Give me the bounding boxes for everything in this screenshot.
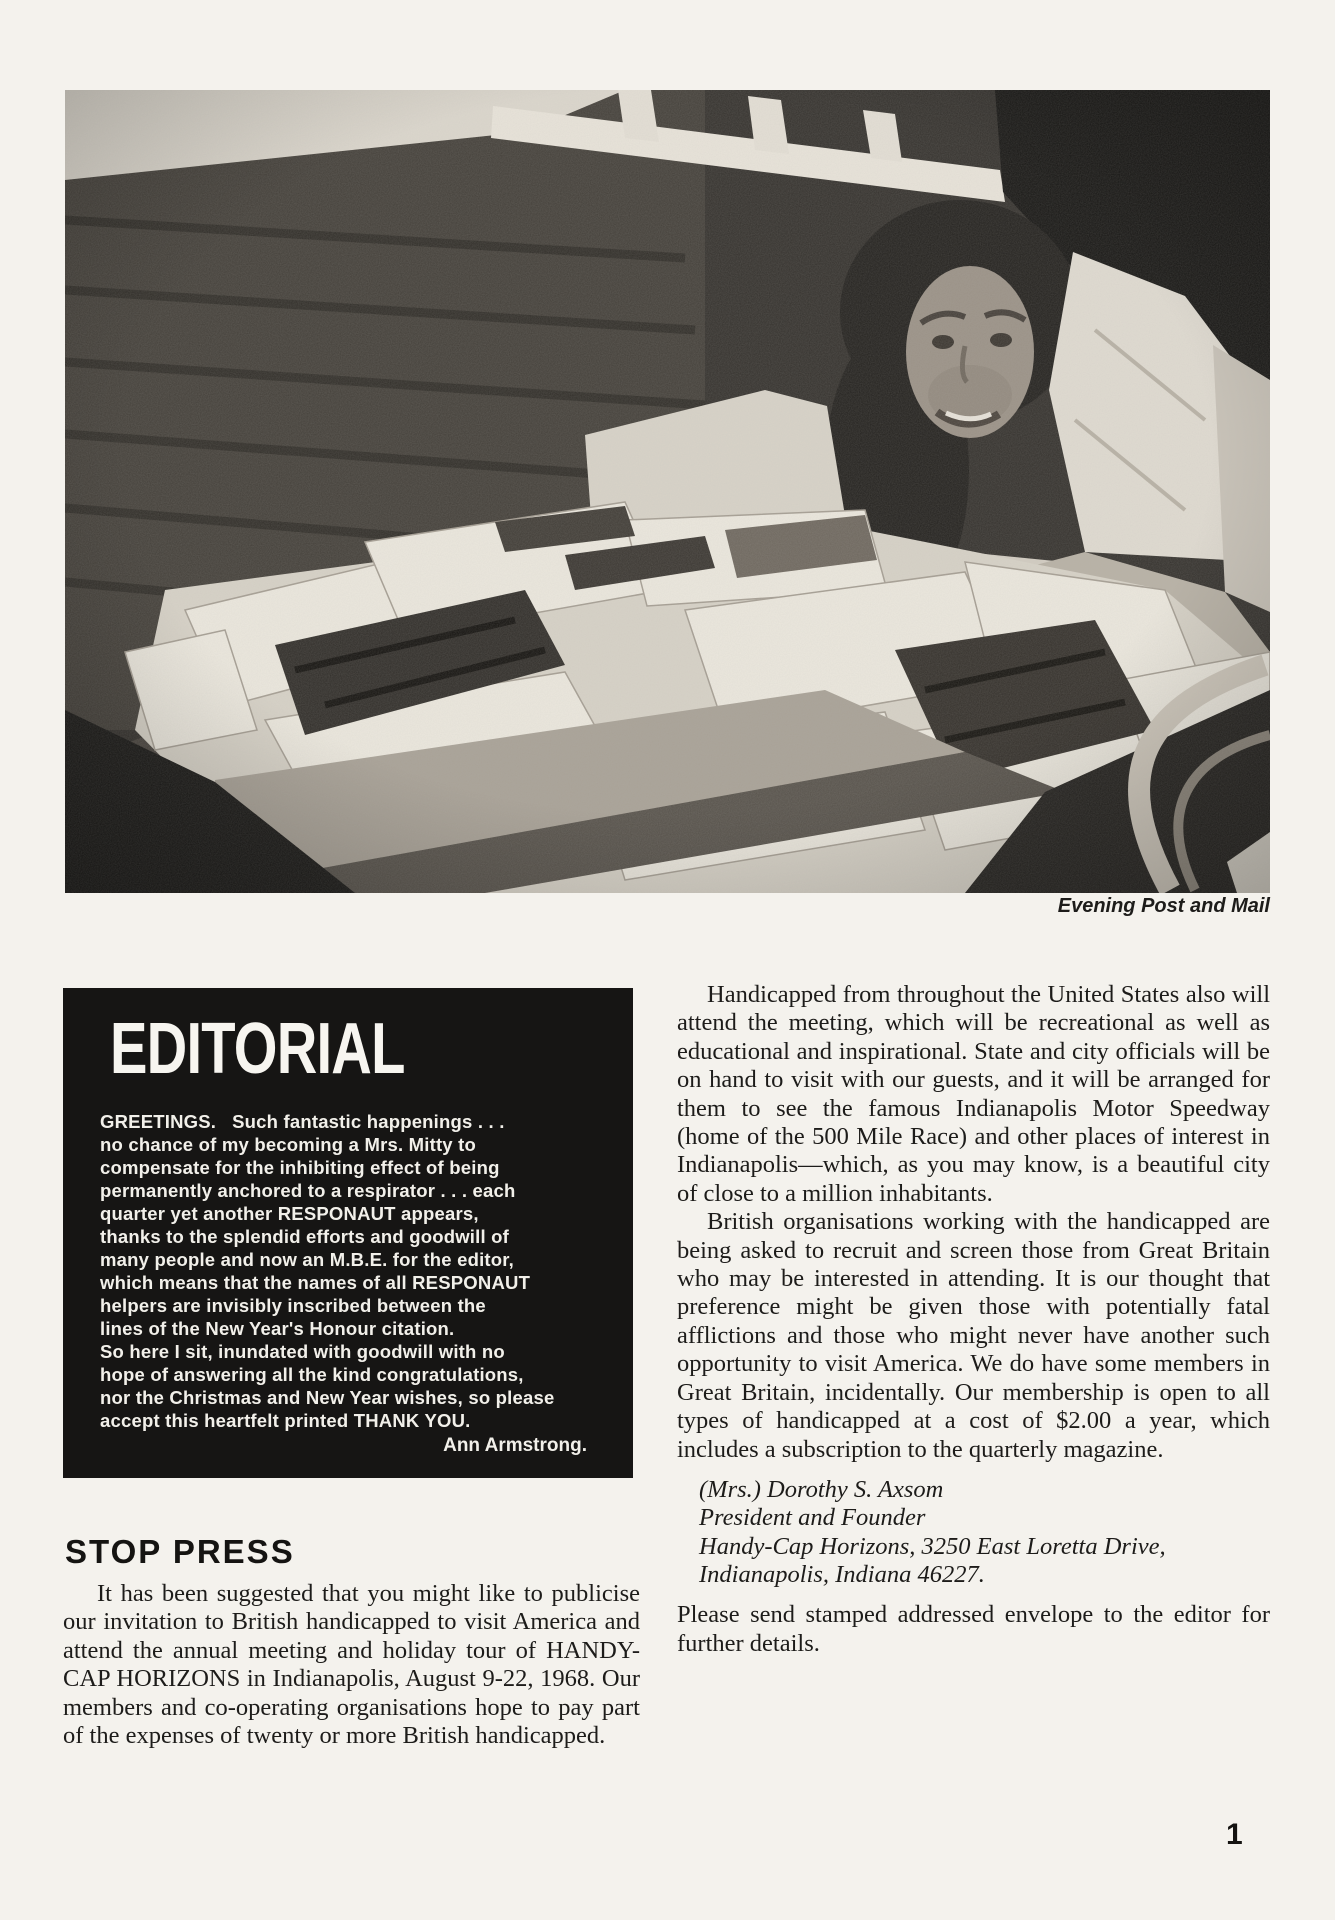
address-line: (Mrs.) Dorothy S. Axsom xyxy=(699,1475,944,1503)
address-line: President and Founder xyxy=(699,1504,926,1532)
editorial-line: accept this heartfelt printed THANK YOU. xyxy=(100,1410,471,1431)
editorial-line: permanently anchored to a respirator . . . each xyxy=(100,1180,516,1201)
editorial-line: thanks to the splendid efforts and goodwill of xyxy=(100,1226,510,1247)
right-column-paragraph-1: Handicapped from throughout the United States also will attend the meeting, which will be recreational as well as educational and inspirational. State and city officials will be on hand to visit with our guests, and it will be arranged for them to see the famous Indianapolis Motor Speedway (home of the 500 Mile Race) and other places of interest in Indianapolis—which, as you may know, is a beautiful city of close to a million inhabitants. xyxy=(677,981,1270,1207)
editorial-line: GREETINGS. Such fantastic happenings . . . xyxy=(100,1111,505,1132)
news-photo xyxy=(65,90,1270,893)
editorial-line: no chance of my becoming a Mrs. Mitty to xyxy=(100,1134,476,1155)
address-line: Indianapolis, Indiana 46227. xyxy=(699,1560,985,1588)
closing-paragraph: Please send stamped addressed envelope to the editor for further details. xyxy=(677,1601,1270,1657)
editorial-line: compensate for the inhibiting effect of being xyxy=(100,1157,500,1178)
editorial-line: quarter yet another RESPONAUT appears, xyxy=(100,1203,479,1224)
editorial-box xyxy=(63,988,633,1478)
right-column xyxy=(677,981,1270,1658)
photo-vignette xyxy=(65,90,1270,893)
news-photo-illustration xyxy=(65,90,1270,893)
photo-caption: Evening Post and Mail xyxy=(1057,895,1270,917)
editorial-line: which means that the names of all RESPONAUT xyxy=(100,1272,531,1293)
editorial-signature: Ann Armstrong. xyxy=(443,1435,587,1456)
editorial-body xyxy=(100,1110,617,1432)
editorial-line: nor the Christmas and New Year wishes, so please xyxy=(100,1387,555,1408)
editorial-line: hope of answering all the kind congratulations, xyxy=(100,1364,524,1385)
address-block xyxy=(699,1476,1270,1589)
stop-press-body xyxy=(63,1580,640,1750)
editorial-title: EDITORIAL xyxy=(110,1009,405,1089)
stop-press-paragraph: It has been suggested that you might like to publicise our invitation to British handicapped to visit America and attend the annual meeting and holiday tour of HANDY-CAP HORIZONS in Indianapolis, August 9-22, 1968. Our members and co-operating organisations hope to pay part of the expenses of twenty or more British handicapped. xyxy=(63,1580,640,1750)
address-line: Handy-Cap Horizons, 3250 East Loretta Drive, xyxy=(699,1532,1166,1560)
editorial-line: helpers are invisibly inscribed between the xyxy=(100,1295,486,1316)
page-number: 1 xyxy=(1226,1818,1243,1851)
editorial-line: many people and now an M.B.E. for the editor, xyxy=(100,1249,514,1270)
editorial-line: lines of the New Year's Honour citation. xyxy=(100,1318,455,1339)
right-column-paragraph-2: British organisations working with the handicapped are being asked to recruit and screen those from Great Britain who may be interested in attending. It is our thought that preference might be given those with potentially fatal afflictions and those who might never have another such opportunity to visit America. We do have some members in Great Britain, incidentally. Our membership is open to all types of handicapped at a cost of $2.00 a year, which includes a subscription to the quarterly magazine. xyxy=(677,1208,1270,1463)
stop-press-title: STOP PRESS xyxy=(65,1533,295,1570)
editorial-line: So here I sit, inundated with goodwill with no xyxy=(100,1341,505,1362)
